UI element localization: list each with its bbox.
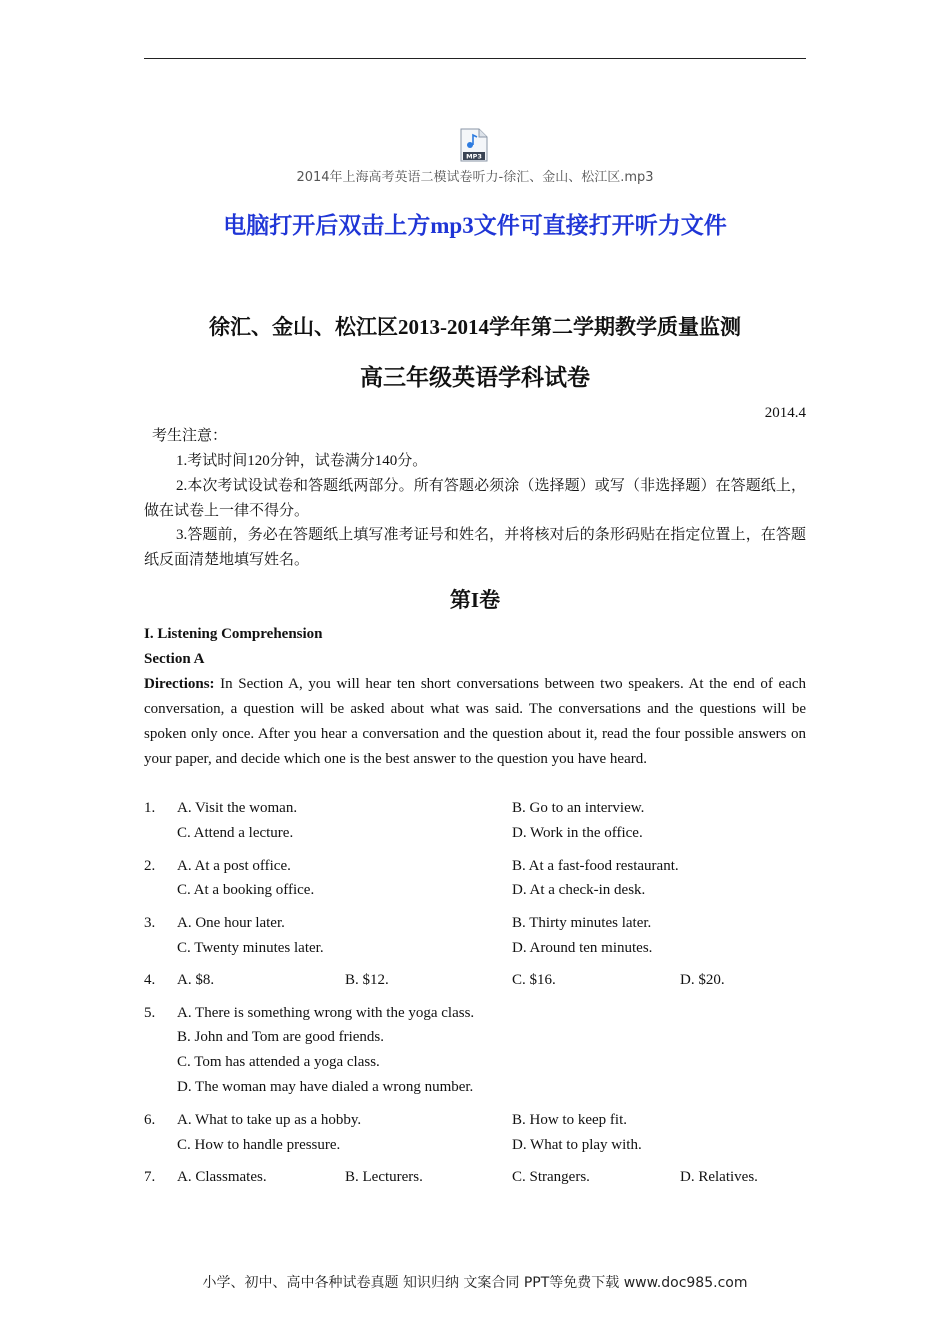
exam-title: 徐汇、金山、松江区2013-2014学年第二学期教学质量监测 [209,315,741,339]
answer-option: B. Lecturers. [345,1169,423,1185]
question-number: 1. [144,800,156,816]
answer-option: B. $12. [345,972,389,988]
answer-option: C. Strangers. [512,1169,590,1185]
answer-option: B. John and Tom are good friends. [177,1029,384,1045]
exam-subtitle: 高三年级英语学科试卷 [360,365,590,390]
answer-option: A. There is something wrong with the yoga class. [177,1005,475,1021]
question-number: 5. [144,1005,156,1021]
answer-option: D. Relatives. [680,1169,758,1185]
notice-label: 考生注意： [152,428,228,444]
page-footer: 小学、初中、高中各种试卷真题 知识归纳 文案合同 PPT等免费下载 www.doc985.com [202,1275,748,1291]
answer-option: A. One hour later. [177,915,285,931]
answer-option: C. Tom has attended a yoga class. [177,1054,380,1070]
answer-option: A. $8. [177,972,215,988]
exam-date: 2014.4 [764,405,806,421]
answer-option: B. Go to an interview. [512,800,645,816]
answer-option: C. How to handle pressure. [177,1137,341,1153]
notice-item: 3.答题前，务必在答题纸上填写准考证号和姓名，并将核对后的条形码贴在指定位置上，在答题纸反面清楚地填写姓名。 [144,527,806,568]
notice-item: 2.本次考试设试卷和答题纸两部分。所有答题必须涂（选择题）或写（非选择题）在答题纸上，做在试卷上一律不得分。 [144,478,806,519]
volume-heading: 第I卷 [449,588,501,612]
top-rule [144,58,806,59]
mp3-file-icon[interactable] [460,128,488,162]
section-a-heading: Section A [144,651,205,667]
answer-option: B. Thirty minutes later. [512,915,652,931]
question-number: 4. [144,972,156,988]
answer-option: D. What to play with. [512,1137,642,1153]
answer-option: C. Twenty minutes later. [177,940,324,956]
question-number: 6. [144,1112,156,1128]
attachment-caption[interactable]: 2014年上海高考英语二模试卷听力-徐汇、金山、松江区.mp3 [296,170,654,185]
question-number: 2. [144,858,156,874]
answer-option: B. At a fast-food restaurant. [512,858,679,874]
answer-option: A. At a post office. [177,858,291,874]
answer-option: A. Visit the woman. [177,800,298,816]
answer-option: D. $20. [680,972,725,988]
answer-option: A. Classmates. [177,1169,267,1185]
directions [144,672,806,772]
mp3-icon-label: MP3 [466,152,482,161]
answer-option: D. Around ten minutes. [512,940,653,956]
answer-option: C. $16. [512,972,556,988]
answer-option: D. Work in the office. [512,825,643,841]
answer-option: A. What to take up as a hobby. [177,1112,362,1128]
notice-item: 1.考试时间120分钟，试卷满分140分。 [176,453,428,469]
question-number: 7. [144,1169,156,1185]
answer-option: B. How to keep fit. [512,1112,627,1128]
answer-option: D. The woman may have dialed a wrong number. [177,1079,474,1095]
section-heading: I. Listening Comprehension [144,626,323,642]
directions-text: In Section A, you will hear ten short conversations between two speakers. At the end of each conversation, a question will be asked about what was said. The conversations and the questions will be spoken only once. After you hear a conversation and the question about it, read the four possible answers on your paper, and decide which one is the best answer to the question you have heard. [144,676,806,767]
answer-option: D. At a check-in desk. [512,882,646,898]
audio-instruction-note: 电脑打开后双击上方mp3文件可直接打开听力文件 [223,213,727,238]
answer-option: C. Attend a lecture. [177,825,294,841]
answer-option: C. At a booking office. [177,882,315,898]
question-number: 3. [144,915,156,931]
directions-label: Directions: [144,676,215,692]
